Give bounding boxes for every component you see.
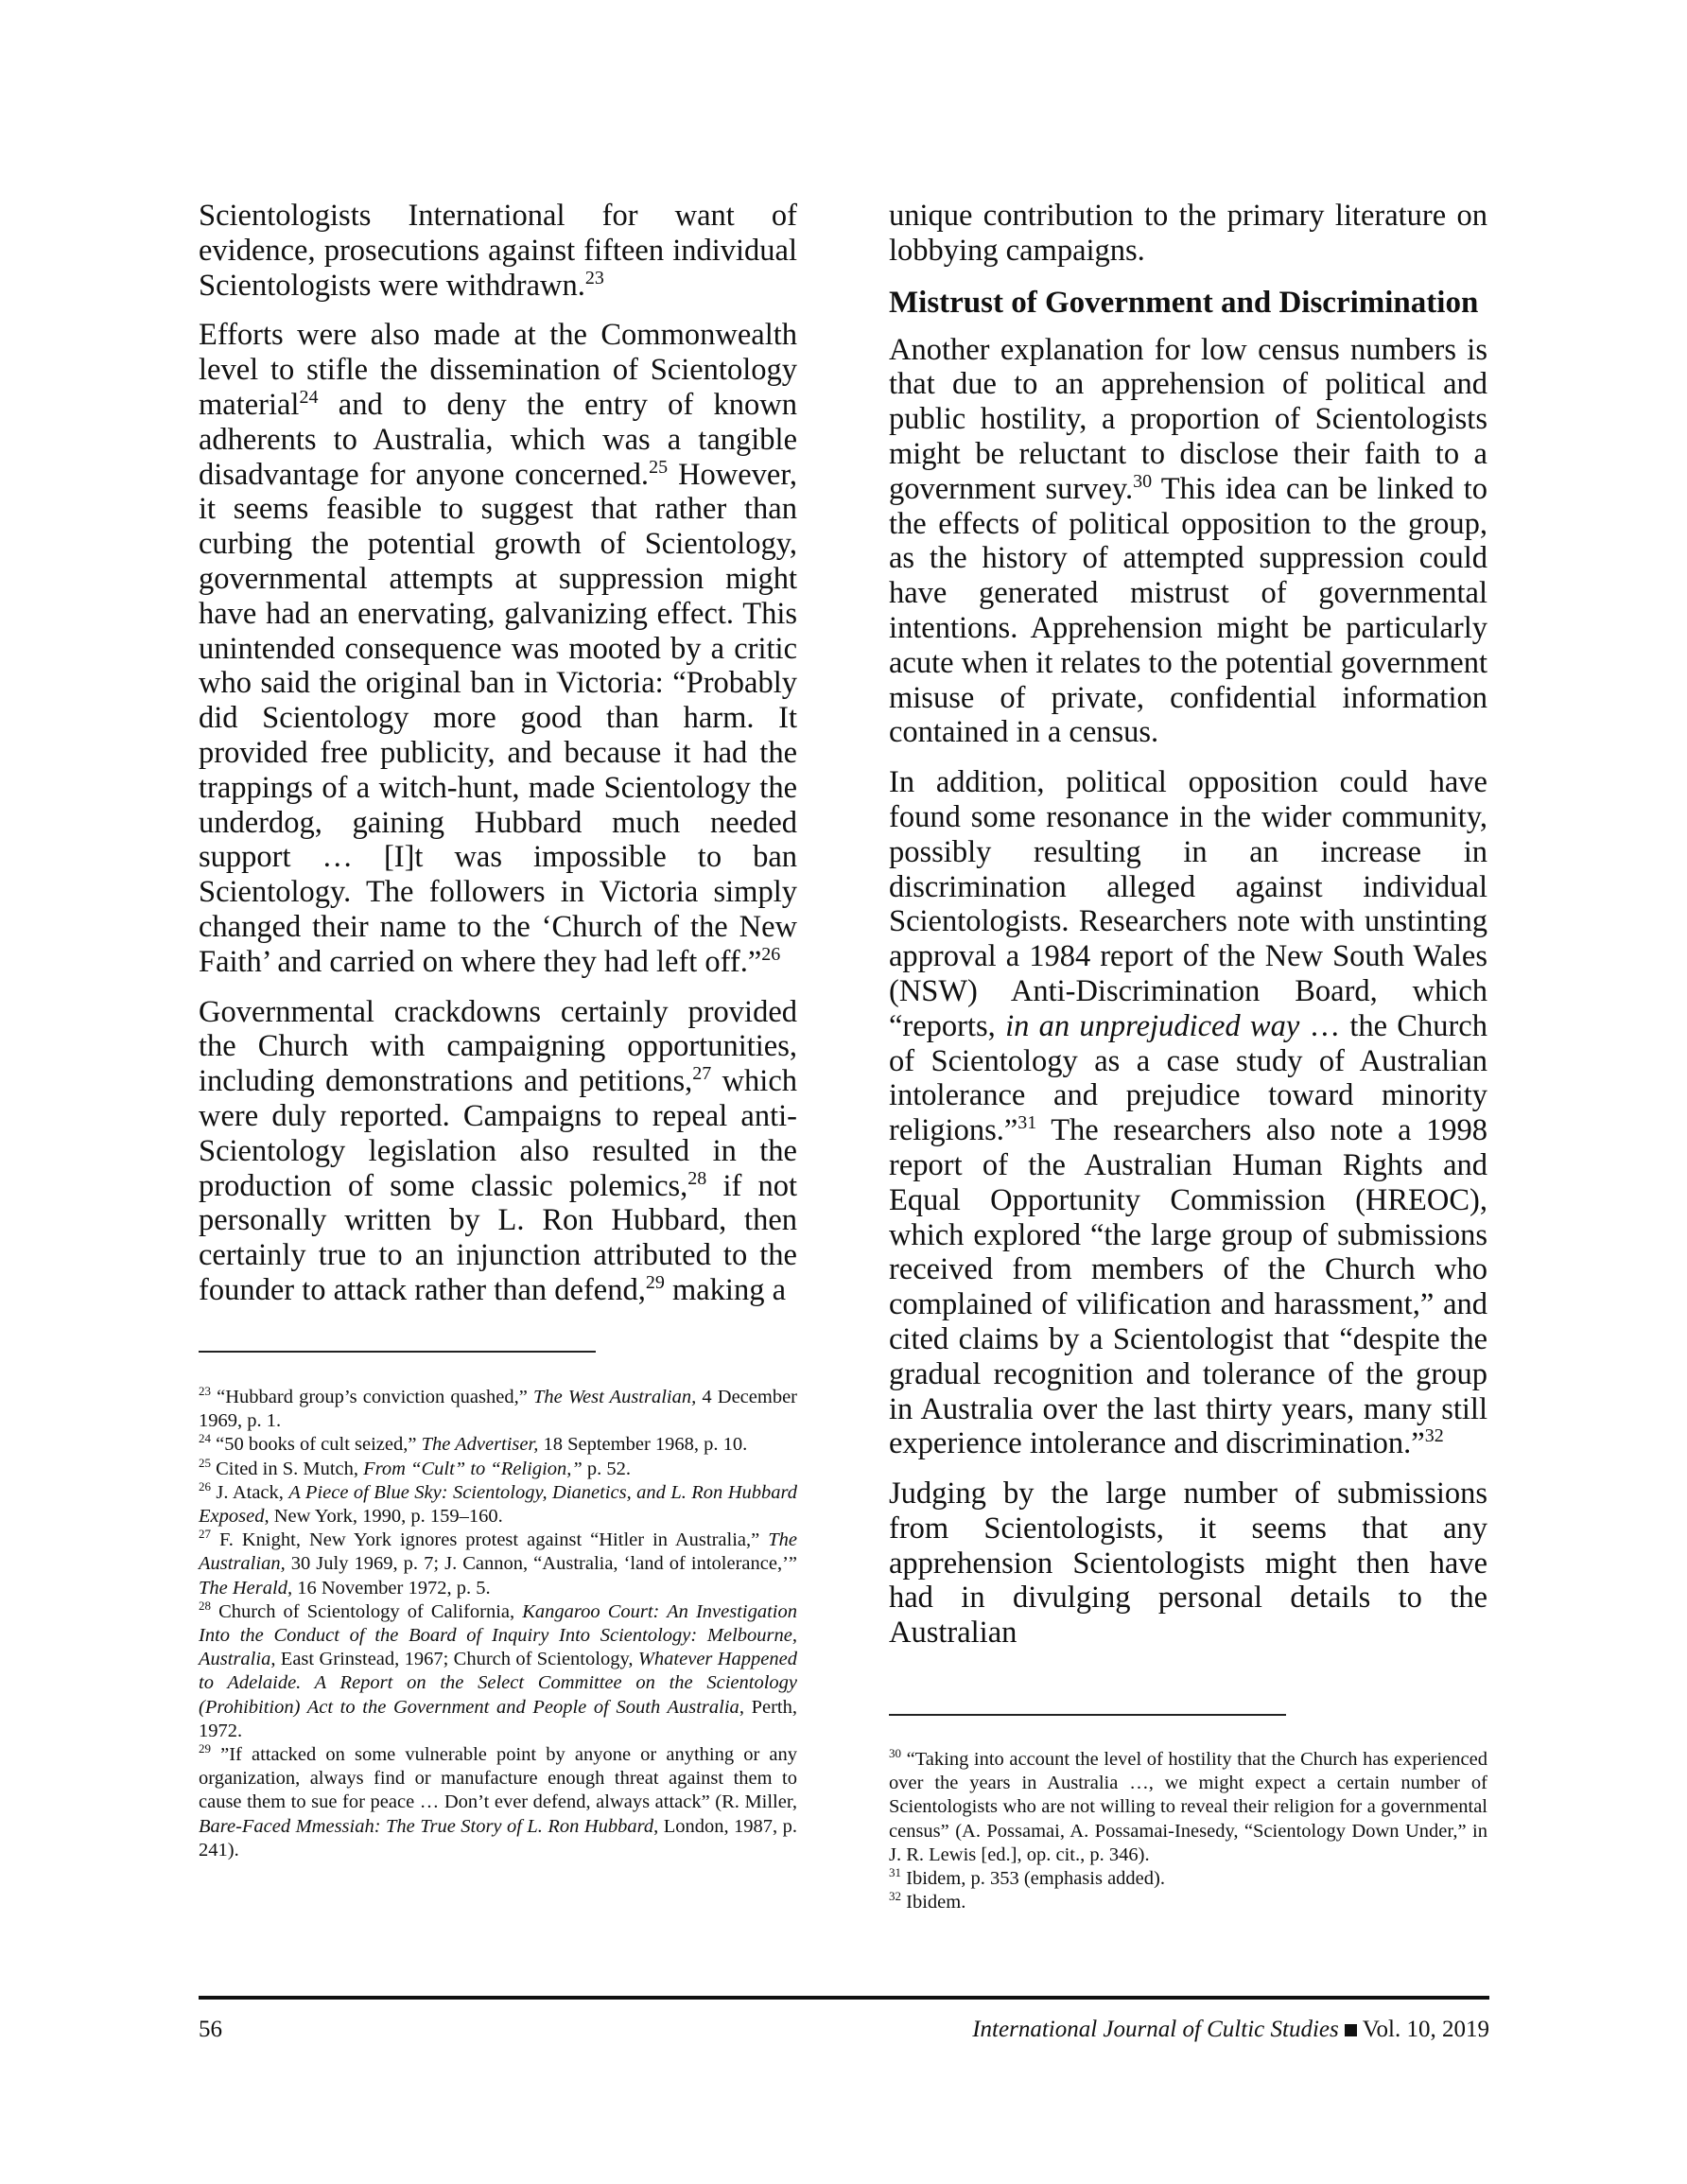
footnote-number: 29: [199, 1741, 211, 1756]
footnote-text: , New York, 1990, p. 159–160.: [264, 1506, 503, 1528]
footnote-ref[interactable]: 27: [692, 1063, 712, 1085]
paragraph: [889, 1476, 1487, 1651]
footnote-ref[interactable]: 25: [649, 456, 669, 478]
footnote-number: 24: [199, 1431, 211, 1446]
footnote-ref[interactable]: 26: [761, 943, 781, 965]
footnote-number: 25: [199, 1455, 211, 1470]
footnote: [889, 1891, 1487, 1914]
footnote-text: 18 September 1968, p. 10.: [538, 1434, 748, 1456]
footnote-text: “50 books of cult seized,”: [211, 1434, 422, 1456]
left-footnotes: [199, 1386, 797, 1862]
footnote-text: Ibidem.: [901, 1892, 966, 1913]
footnote: [889, 1748, 1487, 1867]
footnote-title: The Advertiser,: [421, 1434, 539, 1456]
emphasis-text: in an unprejudiced way: [1005, 1008, 1300, 1043]
footnote-title: From “Cult” to “Religion,”: [363, 1458, 583, 1479]
footnote-text: Church of Scientology of California,: [211, 1600, 523, 1622]
footer-rule: [199, 1996, 1489, 2000]
paragraph-text: Governmental crackdowns certainly provided the Church with campaigning opportunities, including demonstrations and petitions,: [199, 994, 797, 1099]
footnote-ref[interactable]: 31: [1017, 1112, 1037, 1134]
paragraph: [199, 318, 797, 979]
footnote: [199, 1478, 798, 1529]
paragraph-text: Judging by the large number of submissions from Scientologists, it seems that any apprehension Scientologists might then have had in divulging personal details to the Australian: [889, 1476, 1487, 1651]
footnote-text: 16 November 1972, p. 5.: [292, 1577, 491, 1599]
footnote-ref[interactable]: 32: [1424, 1425, 1444, 1447]
paragraph-text: … the Church of Scientology as a case study of Australian intolerance and prejudice toward minority religions.”: [889, 1008, 1487, 1148]
footnote-number: 27: [199, 1527, 211, 1542]
left-column: [199, 199, 797, 1323]
footnote-number: 28: [199, 1599, 211, 1613]
footnote: [199, 1529, 797, 1600]
square-bullet-icon: [1345, 2024, 1357, 2036]
paragraph-text: making a: [664, 1272, 787, 1307]
footnote-ref[interactable]: 23: [584, 267, 604, 288]
footnote-number: 23: [199, 1384, 211, 1399]
paragraph-text: This idea can be linked to the effects of political opposition to the group, as the history of attempted suppression could have generated mistrust of governmental intentions. Apprehension might be particularly acute when it relates to the potential government misuse of private, confidential information contained in a census.: [889, 471, 1487, 750]
paragraph-text: Efforts were also made at the Commonwealth level to stifle the dissemination of Scientology material: [199, 318, 797, 422]
footnote-text: , London, 1987, p. 241).: [199, 1815, 797, 1861]
right-column: [889, 199, 1487, 1666]
paragraph-text: and to deny the entry of known adherents to Australia, which was a tangible disadvantage for anyone concerned.: [199, 387, 797, 492]
footnote-text: J. Atack,: [211, 1481, 289, 1503]
footnote: [199, 1433, 797, 1457]
footnote-title: Bare-Faced Mmessiah: The True Story of L. Ron Hubbard: [199, 1815, 654, 1837]
footnote-title: The Herald,: [199, 1577, 293, 1599]
footnote-ref[interactable]: 30: [1133, 470, 1153, 492]
footnote-ref[interactable]: 28: [687, 1167, 707, 1189]
footnote-title: The Australian,: [199, 1529, 797, 1575]
footnote-text: “Hubbard group’s conviction quashed,”: [211, 1387, 533, 1407]
footnote-title: Kangaroo Court: An Investigation Into the Conduct of the Board of Inquiry Into Scientology: Melbourne, Australia: [199, 1600, 797, 1670]
page-number: 56: [199, 2017, 222, 2042]
paragraph-text: The researchers also note a 1998 report of the Australian Human Rights and Equal Opportunity Commission (HREOC), which explored “the large group of submissions received from members of the Church who complained of vilification and harassment,” and cited claims by a Scientologist that “despite the gradual recognition and tolerance of the group in Australia over the last thirty years, many still experience intolerance and discrimination.”: [889, 1113, 1487, 1461]
paragraph-text: In addition, political opposition could have found some resonance in the wider community, possibly resulting in an increase in discrimination alleged against individual Scientologists. Researchers note with unstinting approval a 1984 report of the New South Wales (NSW) Anti-Discrimination Board, which “reports,: [889, 765, 1487, 1043]
footnote-divider: [199, 1351, 596, 1353]
footnote-text: 4 December 1969, p. 1.: [199, 1387, 797, 1432]
footnote-number: 32: [889, 1889, 901, 1904]
paragraph: [889, 333, 1487, 751]
footnote: [199, 1455, 797, 1481]
journal-volume: Vol. 10, 2019: [1362, 2017, 1489, 2042]
footnote: [199, 1386, 797, 1433]
footnote-text: Cited in S. Mutch,: [211, 1458, 364, 1479]
footnote-text: “Taking into account the level of hostility that the Church has experienced over the years in Australia …, we might expect a certain number of Scientologists who are not willing to reveal their religion for a governmental census” (A. Possamai, A. Possamai-Inesedy, “Scientology Down Under,” in J. R. Lewis [ed.], op. cit., p. 346).: [889, 1749, 1487, 1865]
footnote-divider: [889, 1714, 1286, 1716]
paragraph: unique contribution to the primary literature on lobbying campaigns.: [889, 199, 1487, 268]
paragraph-text: Scientologists International for want of evidence, prosecutions against fifteen individual Scientologists were withdrawn.: [199, 199, 797, 303]
footnote: [199, 1600, 797, 1743]
footnote-number: 31: [889, 1865, 901, 1880]
footnote-text: F. Knight, New York ignores protest against “Hitler in Australia,”: [211, 1529, 769, 1551]
footnote-text: p. 52.: [582, 1458, 632, 1479]
footnote-number: 26: [199, 1478, 211, 1494]
footnote-text: ”If attacked on some vulnerable point by anyone or anything or any organization, always find or manufacture enough threat against them to cause them to sue for peace … Don’t ever defend, always attack” (R. Miller,: [199, 1744, 797, 1813]
paragraph-text: However, it seems feasible to suggest that rather than curbing the potential growth of Scientology, governmental attempts at suppression might have had an enervating, galvanizing effect. This unintended consequence was mooted by a critic who said the original ban in Victoria: “Probably did Scientology more good than harm. It provided free publicity, and because it had the trappings of a witch-hunt, made Scientology the underdog, gaining Hubbard much needed support … [I]t was impossible to ban Scientology. The followers in Victoria simply changed their name to the ‘Church of the New Faith’ and carried on where they had left off.”: [199, 457, 797, 979]
right-footnotes: [889, 1748, 1487, 1914]
footnote-ref[interactable]: 29: [645, 1272, 665, 1294]
footnote: [889, 1867, 1487, 1891]
paragraph: [889, 765, 1487, 1461]
section-heading: Mistrust of Government and Discrimination: [889, 285, 1479, 320]
footnote-ref[interactable]: 24: [299, 387, 319, 409]
paragraph: [199, 995, 797, 1308]
footnote-number: 30: [889, 1746, 901, 1761]
footnote-title: Whatever Happened to Adelaide. A Report on the Select Committee on the Scientology (Prohibition) Act to the Government and People of South Australia: [199, 1649, 797, 1718]
paragraph-text: which were duly reported. Campaigns to repeal anti-Scientology legislation also resulted in the production of some classic polemics,: [199, 1064, 797, 1203]
footnote: [199, 1743, 797, 1862]
footnote-title: A Piece of Blue Sky: Scientology, Dianetics, and L. Ron Hubbard Exposed: [199, 1481, 798, 1528]
paragraph: [199, 199, 797, 303]
footnote-title: The West Australian,: [532, 1387, 697, 1407]
journal-footer: [972, 2017, 1489, 2043]
footnote-text: , East Grinstead, 1967; Church of Scientology,: [270, 1649, 638, 1670]
footnote-text: , Perth, 1972.: [199, 1696, 797, 1741]
footnote-text: 30 July 1969, p. 7; J. Cannon, “Australia, ‘land of intolerance,’”: [285, 1553, 797, 1575]
journal-name: International Journal of Cultic Studies: [972, 2017, 1339, 2042]
paragraph-text: Another explanation for low census numbers is that due to an apprehension of political and public hostility, a proportion of Scientologists might be reluctant to disclose their faith to a government survey.: [889, 332, 1487, 506]
footnote-text: Ibidem, p. 353 (emphasis added).: [901, 1868, 1165, 1890]
paragraph-text: if not personally written by L. Ron Hubbard, then certainly true to an injunction attributed to the founder to attack rather than defend,: [199, 1168, 797, 1307]
